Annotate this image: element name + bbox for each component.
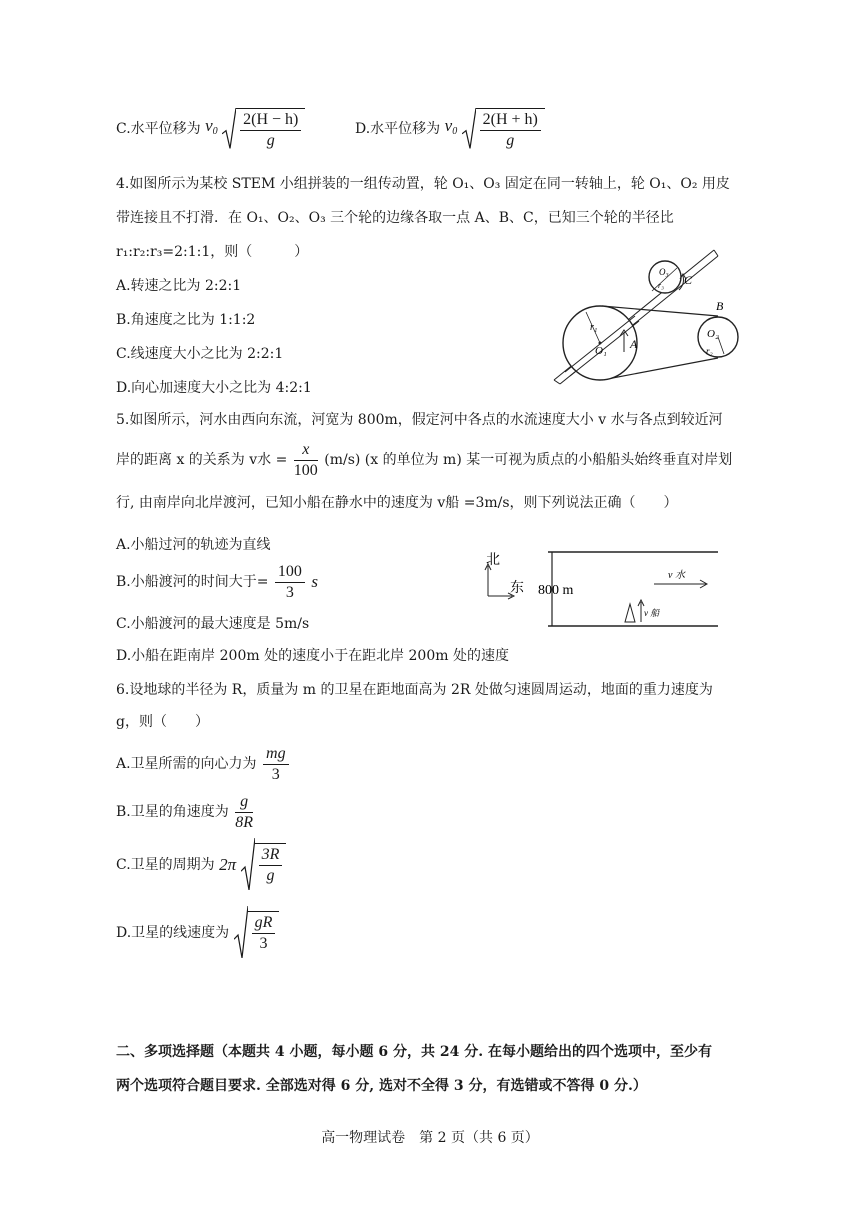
water-velocity-label: v 水	[668, 570, 685, 581]
q5-river-figure	[478, 546, 724, 632]
q3-option-d-sqrt: $\frac{2(H + h)}{g}$	[462, 108, 545, 150]
section2-heading-line-1: 二、多项选择题（本题共 4 小题，每小题 6 分，共 24 分. 在每小题给出的四个选项中，至少有	[116, 1044, 712, 1060]
boat-icon	[625, 604, 635, 622]
east-label: 东	[510, 581, 524, 596]
label-r1: r₁	[590, 322, 598, 333]
q6-stem-line-1: 6.设地球的半径为 R，质量为 m 的卫星在距地面高为 2R 处做匀速圆周运动，地面的重力速度为	[116, 682, 713, 698]
q5-time-fraction: $\frac{100}{3}$	[275, 563, 305, 602]
label-a: A	[630, 337, 638, 351]
q3-option-c-label: C.水平位移为	[116, 121, 201, 137]
label-b: B	[716, 299, 724, 313]
q4-option-c: C.线速度大小之比为 2:2:1	[116, 346, 284, 362]
q5-option-d: D.小船在距南岸 200m 处的速度小于在距北岸 200m 处的速度	[116, 648, 509, 664]
q3-option-d-label: D.水平位移为	[355, 121, 441, 137]
q4-stem-line-1: 4.如图所示为某校 STEM 小组拼装的一组传动置，轮 O₁、O₃ 固定在同一转轴上，轮 O₁、O₂ 用皮	[116, 176, 730, 192]
q4-option-b: B.角速度之比为 1:1:2	[116, 312, 256, 328]
q5-option-a: A.小船过河的轨迹为直线	[116, 537, 271, 553]
q4-pulley-figure	[548, 244, 748, 388]
q6-option-d: D.卫星的线速度为 $\frac{gR}{3}$	[116, 906, 279, 960]
q5-stem-line-1: 5.如图所示，河水由西向东流，河宽为 800m，假定河中各点的水流速度大小 v 水与各点到较近河	[116, 412, 723, 428]
q6-option-a: A.卫星所需的向心力为 $\frac{mg}{3}$	[116, 742, 291, 786]
section2-heading-line-2: 两个选项符合题目要求. 全部选对得 6 分, 选对不全得 3 分，有选错或不答得 0 分.）	[116, 1078, 647, 1094]
q3-option-c: C.水平位移为 $v_0$ $\frac{2(H - h)}{g}$	[116, 108, 305, 162]
q5-stem-line-3: 行, 由南岸向北岸渡河，已知小船在静水中的速度为 v船 =3m/s，则下列说法正确（ ）	[116, 495, 678, 511]
q6-stem-line-2: g，则（ ）	[116, 714, 209, 730]
label-o2: O₂	[707, 328, 719, 340]
q5-stem-line-2: 岸的距离 x 的关系为 v水 = $\frac{x}{100}$ (m/s) (x 的单位为 m) 某一可视为质点的小船船头始终垂直对岸划	[116, 440, 733, 479]
label-r2: r₂	[706, 346, 713, 356]
q4-stem-line-3: r₁:r₂:r₃=2:1:1，则（ ）	[116, 244, 309, 260]
q3-option-c-sqrt: $\frac{2(H - h)}{g}$	[222, 108, 305, 150]
q6-option-b: B.卫星的角速度为 $\frac{g}{8R}$	[116, 792, 253, 831]
q5-velocity-fraction: $\frac{x}{100}$	[293, 440, 318, 479]
q6-force-fraction: $\frac{mg}{3}$	[263, 745, 289, 784]
q5-option-b: B.小船渡河的时间大于= $\frac{100}{3}$ s	[116, 562, 318, 601]
north-label: 北	[486, 553, 500, 568]
label-r3: r₃	[658, 281, 664, 290]
q6-period-sqrt: $\frac{3R}{g}$	[241, 838, 287, 892]
q6-omega-fraction: $\frac{g}{8R}$	[235, 792, 253, 831]
q4-option-a: A.转速之比为 2:2:1	[116, 278, 242, 294]
boat-velocity-label: v 船	[644, 608, 660, 618]
q4-option-d: D.向心加速度大小之比为 4:2:1	[116, 380, 312, 396]
label-o3: O₃	[659, 267, 669, 277]
page-footer: 高一物理试卷 第 2 页（共 6 页）	[321, 1130, 539, 1146]
q3-option-d: D.水平位移为 $v_0$ $\frac{2(H + h)}{g}$	[355, 108, 545, 162]
q6-option-c: C.卫星的周期为 2π $\frac{3R}{g}$	[116, 838, 286, 892]
label-o1: O₁	[595, 345, 607, 357]
wheel-o3	[649, 261, 681, 293]
q5-option-c: C.小船渡河的最大速度是 5m/s	[116, 616, 310, 632]
label-c: C	[684, 273, 693, 287]
q4-stem-line-2: 带连接且不打滑．在 O₁、O₂、O₃ 三个轮的边缘各取一点 A、B、C，已知三个轮的半径比	[116, 210, 674, 226]
q6-velocity-sqrt: $\frac{gR}{3}$	[234, 906, 280, 960]
width-label: 800 m	[538, 583, 574, 598]
